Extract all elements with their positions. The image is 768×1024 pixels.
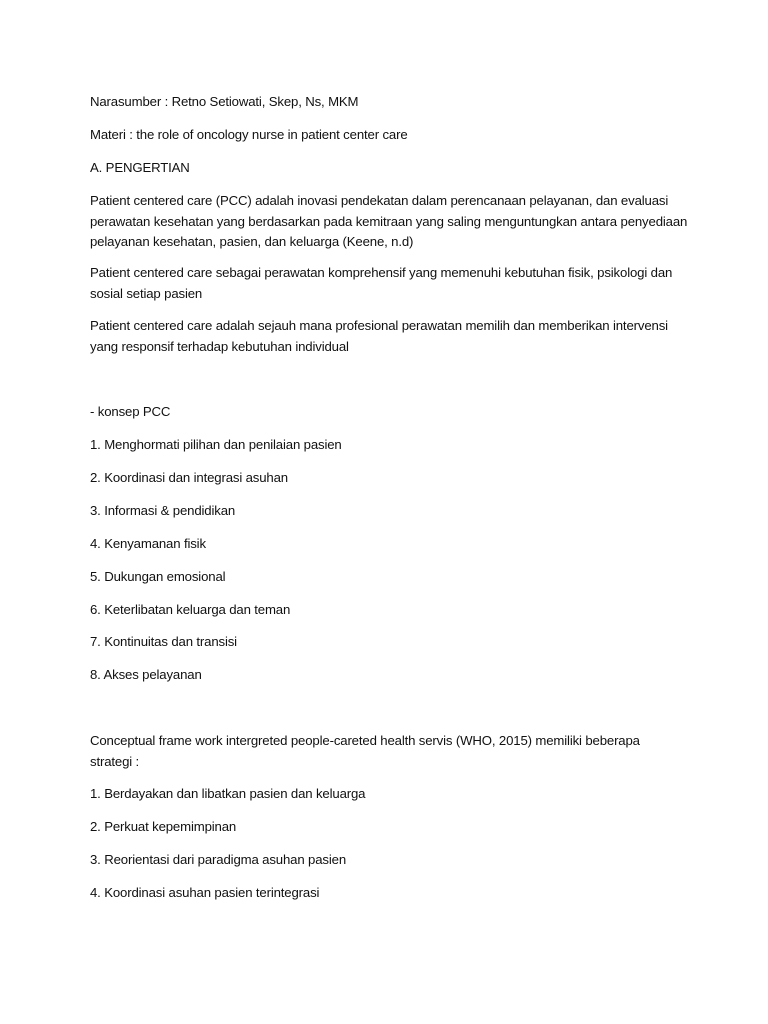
konsep-item: 3. Informasi & pendidikan bbox=[90, 503, 236, 518]
paragraph3-line-2: yang responsif terhadap kebutuhan individual bbox=[90, 339, 349, 354]
konsep-item: 7. Kontinuitas dan transisi bbox=[90, 634, 237, 649]
konsep-item: 8. Akses pelayanan bbox=[90, 667, 202, 682]
paragraph2-line-1: Patient centered care sebagai perawatan komprehensif yang memenuhi kebutuhan fisik, psikologi dan bbox=[90, 265, 673, 280]
konsep-item: 4. Kenyamanan fisik bbox=[90, 536, 206, 551]
framework-line-2: strategi : bbox=[90, 754, 140, 769]
paragraph1-line-3: pelayanan kesehatan, pasien, dan keluarga (Keene, n.d) bbox=[90, 234, 414, 249]
paragraph1-line-2: perawatan kesehatan yang berdasarkan pada kemitraan yang saling menguntungkan antara penyediaan bbox=[90, 214, 688, 229]
konsep-heading: - konsep PCC bbox=[90, 404, 171, 419]
paragraph3-line-1: Patient centered care adalah sejauh mana profesional perawatan memilih dan memberikan intervensi bbox=[90, 318, 668, 333]
paragraph2-line-2: sosial setiap pasien bbox=[90, 286, 203, 301]
konsep-item: 6. Keterlibatan keluarga dan teman bbox=[90, 602, 291, 617]
narasumber-line: Narasumber : Retno Setiowati, Skep, Ns, MKM bbox=[90, 94, 359, 109]
section-heading-pengertian: A. PENGERTIAN bbox=[90, 160, 190, 175]
strategi-item: 1. Berdayakan dan libatkan pasien dan keluarga bbox=[90, 786, 366, 801]
konsep-item: 1. Menghormati pilihan dan penilaian pasien bbox=[90, 437, 342, 452]
strategi-item: 4. Koordinasi asuhan pasien terintegrasi bbox=[90, 885, 320, 900]
paragraph1-line-1: Patient centered care (PCC) adalah inovasi pendekatan dalam perencanaan pelayanan, dan evaluasi bbox=[90, 193, 669, 208]
konsep-item: 2. Koordinasi dan integrasi asuhan bbox=[90, 470, 288, 485]
strategi-item: 2. Perkuat kepemimpinan bbox=[90, 819, 237, 834]
strategi-item: 3. Reorientasi dari paradigma asuhan pasien bbox=[90, 852, 346, 867]
framework-line-1: Conceptual frame work intergreted people-careted health servis (WHO, 2015) memiliki beberapa bbox=[90, 733, 640, 748]
materi-line: Materi : the role of oncology nurse in patient center care bbox=[90, 127, 408, 142]
konsep-item: 5. Dukungan emosional bbox=[90, 569, 226, 584]
